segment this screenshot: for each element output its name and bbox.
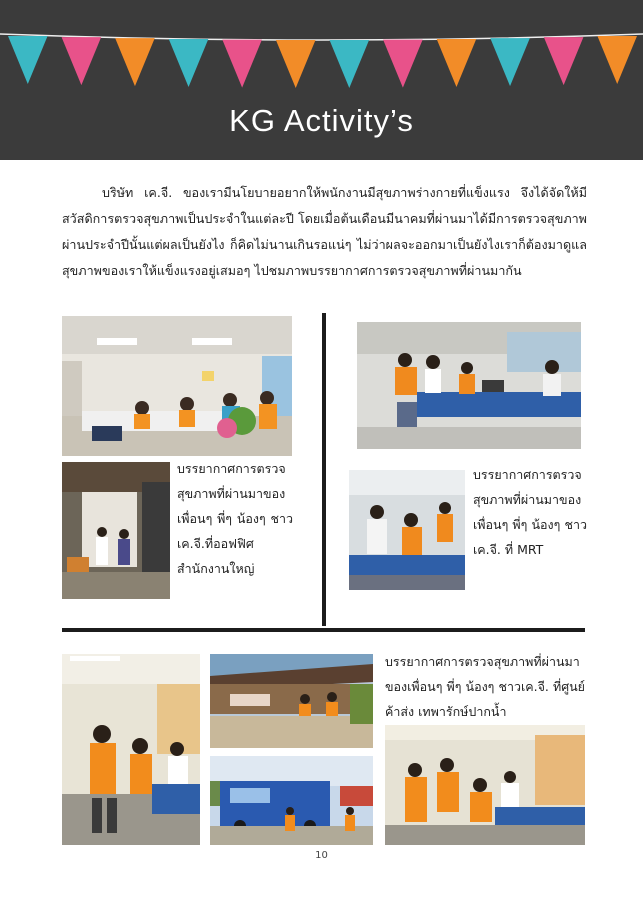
horizontal-divider <box>62 628 585 632</box>
vertical-divider <box>322 313 326 626</box>
photo-center-room <box>62 654 200 845</box>
bunting-flag <box>276 40 316 88</box>
bunting-flag <box>544 37 584 85</box>
caption-mrt-text: บรรยากาศการตรวจสุขภาพที่ผ่านมาของเพื่อนๆ พี่ๆ น้องๆ ชาวเค.จี. ที่ MRT <box>473 467 587 557</box>
photo-center-registration <box>385 725 585 845</box>
caption-head-office <box>177 456 293 581</box>
page-number: 10 <box>315 850 328 861</box>
bunting-flag <box>222 40 262 88</box>
photo-mrt-office <box>357 322 581 449</box>
bunting-flag <box>490 38 530 86</box>
bunting-flag <box>169 39 209 87</box>
header-banner <box>0 0 643 160</box>
bunting-decoration <box>0 0 643 100</box>
bunting-flag <box>597 36 637 84</box>
photo-head-office-corridor <box>62 462 170 599</box>
caption-mrt <box>473 462 587 562</box>
photo-mrt-checkup <box>349 470 465 590</box>
photo-center-bus <box>210 756 373 845</box>
page-title: KG Activity’s <box>229 103 414 138</box>
bunting-flag <box>383 40 423 88</box>
bunting-flag <box>115 38 155 86</box>
bunting-flag <box>330 40 370 88</box>
caption-head-office-text: บรรยากาศการตรวจสุขภาพที่ผ่านมาของเพื่อนๆ พี่ๆ น้องๆ ชาว เค.จี.ที่ออฟฟิศสำนักงานใหญ่ <box>177 461 293 576</box>
bunting-flag <box>437 39 477 87</box>
intro-paragraph <box>62 180 587 284</box>
caption-center-text: บรรยากาศการตรวจสุขภาพที่ผ่านมาของเพื่อนๆ พี่ๆ น้องๆ ชาวเค.จี. ที่ศูนย์ค้าส่ง เทพารักษ์ปากน้ำ <box>385 654 585 719</box>
photo-head-office-room <box>62 316 292 456</box>
bunting-flag <box>62 37 102 85</box>
caption-center <box>385 649 585 724</box>
bunting-flag <box>8 36 48 84</box>
photo-center-tent <box>210 654 373 748</box>
intro-text: บริษัท เค.จี. ของเรามีนโยบายอยากให้พนักงานมีสุขภาพร่างกายที่แข็งแรง จึงได้จัดให้มีสวัสดิการตรวจสุขภาพเป็นประจำในแต่ละปี โดยเมื่อต้นเดือนมีนาคมที่ผ่านมาได้มีการตรวจสุขภาพผ่านประจำปีนั้นแต่ผลเป็นยังไง ก็คิดไม่นานเกินรอแน่ๆ ไม่ว่าผลจะออกมาเป็นยังไงเราก็ต้องมาดูแลสุขภาพของเราให้แข็งแรงอยู่เสมอๆ ไปชมภาพบรรยากาศการตรวจสุขภาพที่ผ่านมากัน <box>62 185 587 278</box>
